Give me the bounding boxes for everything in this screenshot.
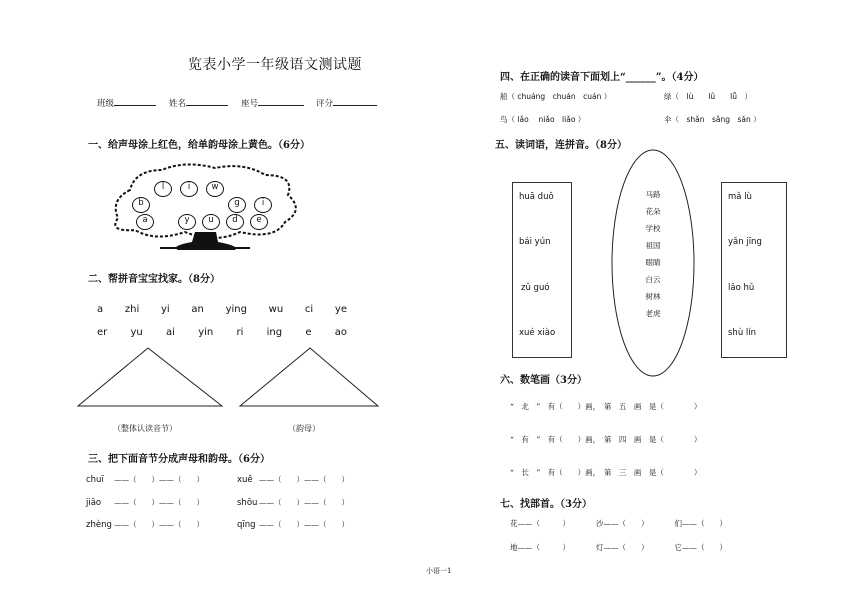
caption-whole-syllables: （整体认读音节） — [113, 424, 177, 433]
answer-blank[interactable]: （ ） — [174, 475, 204, 484]
apple-letter[interactable]: y — [178, 214, 196, 230]
pinyin-syllable[interactable]: ai — [166, 327, 175, 338]
apples-middle-row — [132, 197, 292, 213]
split-row: jiāo ——（ ）——（ ） — [86, 498, 204, 508]
page-footer: 小语一1 — [426, 567, 452, 575]
radical-item[interactable]: 花——（ ） — [510, 519, 570, 528]
chinese-word[interactable]: 祖国 — [645, 241, 661, 250]
triangle-house-right[interactable] — [240, 348, 378, 406]
section3-heading: 三、把下面音节分成声母和韵母。（6分） — [88, 454, 270, 465]
apple-letter[interactable]: i — [254, 197, 272, 213]
pinyin-word[interactable]: lǎo hǔ — [728, 283, 755, 293]
split-row: chuī ——（ ）——（ ） — [86, 475, 204, 485]
reading-options[interactable]: （ lǎo niǎo liǎo ） — [507, 115, 586, 124]
chinese-word[interactable]: 花朵 — [645, 207, 661, 216]
pinyin-syllable[interactable]: yu — [130, 327, 143, 338]
reading-options[interactable]: （ lù lǜ lǖ ） — [671, 92, 753, 101]
pinyin-word[interactable]: mǎ lù — [728, 192, 752, 202]
apples-top-row — [154, 181, 274, 197]
split-row: xuě ——（ ）——（ ） — [237, 475, 349, 485]
reading-options[interactable]: （ chuáng chuán cuán ） — [507, 92, 612, 101]
syllable: shōu — [237, 498, 258, 508]
score-field[interactable] — [316, 96, 377, 109]
section6-heading: 六、数笔画（3分） — [500, 375, 587, 386]
pinyin-syllable[interactable]: an — [191, 304, 204, 315]
seat-label: 座号 — [241, 99, 259, 109]
radical-item[interactable]: 它——（ ） — [674, 543, 727, 552]
pinyin-syllable[interactable]: a — [97, 304, 104, 315]
apple-letter[interactable]: g — [228, 197, 246, 213]
pinyin-row-2 — [97, 327, 347, 338]
answer-blank[interactable]: （ ） — [274, 498, 304, 507]
answer-blank[interactable]: （ ） — [319, 475, 349, 484]
pinyin-syllable[interactable]: ye — [334, 304, 347, 315]
pinyin-word[interactable]: huā duǒ — [519, 192, 554, 202]
seat-field[interactable] — [241, 96, 304, 109]
radical-item[interactable]: 们——（ ） — [674, 519, 727, 528]
apple-letter[interactable]: a — [136, 214, 154, 230]
chinese-word[interactable]: 马路 — [645, 190, 661, 199]
apple-letter[interactable]: w — [206, 181, 224, 197]
radical-row-2 — [510, 542, 755, 553]
answer-blank[interactable]: （ ） — [319, 498, 349, 507]
chinese-word[interactable]: 树林 — [645, 292, 661, 301]
class-field[interactable] — [97, 96, 156, 109]
name-field[interactable] — [169, 96, 228, 109]
section4-heading: 四、在正确的读音下面划上“______”。（4分） — [500, 72, 704, 83]
pinyin-word[interactable]: zǔ guó — [521, 283, 550, 293]
answer-blank[interactable]: （ ） — [129, 498, 159, 507]
pinyin-syllable[interactable]: ao — [334, 327, 347, 338]
pinyin-syllable[interactable]: er — [97, 327, 108, 338]
pinyin-syllable[interactable]: ci — [304, 304, 314, 315]
radical-item[interactable]: 灯——（ ） — [596, 543, 649, 552]
caption-finals: （韵母） — [288, 424, 320, 433]
section2-heading: 二、帮拼音宝宝找家。（8分） — [88, 274, 220, 285]
pinyin-word[interactable]: shù lín — [728, 328, 757, 338]
answer-blank[interactable]: （ ） — [174, 498, 204, 507]
pinyin-syllable[interactable]: ying — [225, 304, 247, 315]
radical-item[interactable]: 沙——（ ） — [596, 519, 649, 528]
syllable: zhèng — [86, 520, 112, 530]
pinyin-word[interactable]: bái yún — [519, 237, 551, 247]
apples-bottom-row — [136, 214, 296, 230]
reading-item: 鸟（ lǎo niǎo liǎo ） — [500, 115, 586, 124]
chinese-word[interactable]: 眼睛 — [645, 258, 661, 267]
section5-heading: 五、读词语，连拼音。（8分） — [495, 140, 627, 151]
apple-letter[interactable]: b — [132, 197, 150, 213]
pinyin-word[interactable]: xué xiào — [519, 328, 556, 338]
answer-blank[interactable]: （ ） — [174, 520, 204, 529]
class-label: 班级 — [97, 99, 115, 109]
reading-options[interactable]: （ shǎn sǎng sǎn ） — [671, 115, 761, 124]
split-row: shōu ——（ ）——（ ） — [237, 498, 349, 508]
apple-letter[interactable]: d — [226, 214, 244, 230]
triangle-houses — [76, 346, 381, 410]
answer-blank[interactable]: （ ） — [319, 520, 349, 529]
oval-word-list — [633, 189, 673, 325]
apple-letter[interactable]: i — [180, 181, 198, 197]
chinese-word[interactable]: 白云 — [645, 275, 661, 284]
answer-blank[interactable]: （ ） — [274, 475, 304, 484]
chinese-word[interactable]: 学校 — [645, 224, 661, 233]
pinyin-syllable[interactable]: ing — [266, 327, 283, 338]
split-row: qīng ——（ ）——（ ） — [237, 520, 349, 530]
name-label: 姓名 — [169, 99, 187, 109]
radical-item[interactable]: 地——（ ） — [510, 543, 570, 552]
pinyin-syllable[interactable]: e — [305, 327, 312, 338]
pinyin-syllable[interactable]: yi — [160, 304, 170, 315]
syllable: jiāo — [86, 498, 102, 508]
stroke-question[interactable]: “ 有 ” 有（ ）画， 第 四 画 是（ ） — [510, 435, 702, 444]
radical-row-1 — [510, 518, 755, 529]
reading-item: 伞（ shǎn sǎng sǎn ） — [664, 115, 761, 124]
pinyin-syllable[interactable]: zhi — [124, 304, 140, 315]
pinyin-syllable[interactable]: yin — [198, 327, 214, 338]
syllable: qīng — [237, 520, 256, 530]
page-title: 览表小学一年级语文测试题 — [188, 57, 362, 73]
stroke-question[interactable]: “ 长 ” 有（ ）画， 第 三 画 是（ ） — [510, 468, 702, 477]
chinese-word[interactable]: 老虎 — [645, 309, 661, 318]
syllable: xuě — [237, 475, 253, 485]
apple-letter[interactable]: u — [202, 214, 220, 230]
apple-letter[interactable]: e — [250, 214, 268, 230]
syllable: chuī — [86, 475, 104, 485]
section1-heading: 一、给声母涂上红色，给单韵母涂上黄色。（6分） — [88, 140, 310, 151]
reading-item: 绿（ lù lǜ lǖ ） — [664, 92, 753, 101]
apple-letter[interactable]: l — [154, 181, 172, 197]
section7-heading: 七、找部首。（3分） — [500, 499, 592, 510]
pinyin-syllable[interactable]: wu — [268, 304, 284, 315]
pinyin-syllable[interactable]: ri — [236, 327, 244, 338]
reading-item: 船（ chuáng chuán cuán ） — [500, 92, 612, 101]
answer-blank[interactable]: （ ） — [129, 475, 159, 484]
pinyin-word[interactable]: yǎn jīng — [728, 237, 762, 247]
answer-blank[interactable]: （ ） — [274, 520, 304, 529]
stroke-question[interactable]: “ 北 ” 有（ ）画， 第 五 画 是（ ） — [510, 402, 702, 411]
score-label: 评分 — [316, 99, 334, 109]
triangle-house-left[interactable] — [78, 348, 222, 406]
pinyin-row-1 — [97, 304, 347, 315]
split-row: zhèng ——（ ）——（ ） — [86, 520, 204, 530]
answer-blank[interactable]: （ ） — [129, 520, 159, 529]
